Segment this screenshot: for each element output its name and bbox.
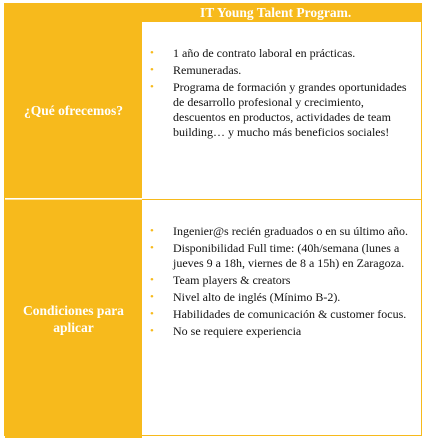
table-header: [5, 4, 421, 22]
bullet-icon: •: [150, 47, 154, 59]
list-item: • No se requiere experiencia: [150, 324, 302, 338]
bullet-icon: •: [150, 81, 154, 93]
list-item: • Habilidades de comunicación & customer focus.: [150, 307, 407, 321]
list-item: • Team players & creators: [150, 273, 291, 287]
bullet-icon: •: [150, 274, 154, 286]
conditions-list: [142, 224, 421, 341]
list-item: • Remuneradas.: [150, 63, 242, 77]
bullet-icon: •: [150, 308, 154, 320]
list-item: • Programa de formación y grandes oportunidades de desarrollo profesional y crecimiento, descuentos en productos, actividades de team building… y mucho más beneficios sociales!: [150, 80, 407, 139]
list-item: • Nivel alto de inglés (Mínimo B-2).: [150, 290, 341, 304]
section-label-cell-conditions: [5, 199, 142, 438]
offer-list: [142, 46, 421, 142]
section-label-conditions: Condiciones para aplicar: [23, 303, 124, 335]
bullet-icon: •: [150, 242, 154, 254]
bullet-icon: •: [150, 291, 154, 303]
list-item: • Ingenier@s recién graduados o en su último año.: [150, 224, 408, 238]
program-table: [4, 3, 422, 436]
section-label-offer: ¿Qué ofrecemos?: [23, 102, 124, 118]
section-content-offer: [142, 22, 421, 198]
bullet-icon: •: [150, 225, 154, 237]
list-item: • 1 año de contrato laboral en prácticas.: [150, 46, 356, 60]
section-label-cell-offer: [5, 22, 142, 198]
table-title: IT Young Talent Program.: [200, 5, 352, 20]
section-content-conditions: [142, 199, 421, 438]
list-item: • Disponibilidad Full time: (40h/semana (lunes a jueves 9 a 18h, viernes de 8 a 15h) en Zaragoza.: [150, 241, 405, 270]
bullet-icon: •: [150, 325, 154, 337]
bullet-icon: •: [150, 64, 154, 76]
